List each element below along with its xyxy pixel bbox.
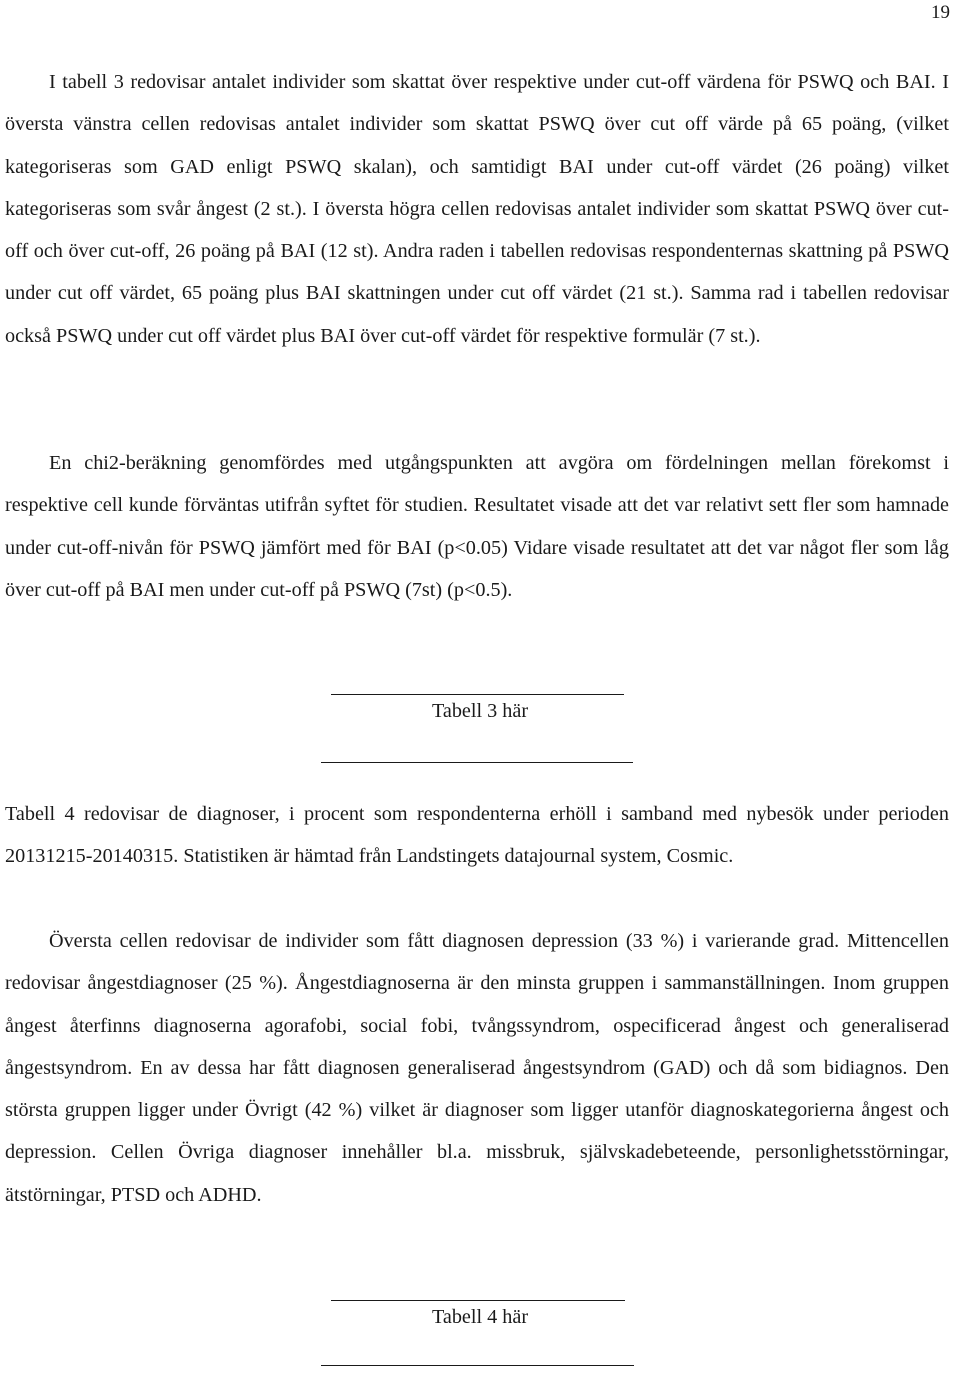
paragraph-table4-description: Tabell 4 redovisar de diagnoser, i procent som respondenterna erhöll i samband med nybesök under perioden 20131215-20140315. Statistiken är hämtad från Landstingets datajournal system, Cosmic. (5, 803, 949, 868)
paragraph-chi2-result: En chi2-beräkning genomfördes med utgångspunkten att avgöra om fördelningen mellan förekomst i respektive cell kunde förväntas utifrån syftet för studien. Resultatet visade att det var relativt sett fler som hamnade under cut-off-nivån för PSWQ jämfört med för BAI (p<0.05) Vidare visade resultatet att det var något fler som låg över cut-off på BAI men under cut-off på PSWQ (7st) (p<0.5). (5, 452, 949, 601)
paragraph-diagnoses: Översta cellen redovisar de individer som fått diagnosen depression (33 %) i varierande grad. Mittencellen redovisar ångestdiagnoser (25 %). Ångestdiagnoserna är den minsta gruppen i sammanställningen. Inom gruppen ångest återfinns diagnoserna agorafobi, social fobi, tvångssyndrom, ospecificerad ångest och generaliserad ångestsyndrom. En av dessa har fått diagnosen generaliserad ångestsyndrom (GAD) och då som bidiagnos. Den största gruppen ligger under Övrigt (42 %) vilket är diagnoser som ligger utanför diagnoskategorierna ångest och depression. Cellen Övriga diagnoser innehåller bl.a. missbruk, självskadebeteende, personlighetsstörningar, ätstörningar, PTSD och ADHD. (5, 930, 949, 1206)
table3-bottom-rule (321, 762, 633, 763)
table4-bottom-rule (321, 1365, 634, 1366)
paragraph-table3-description: I tabell 3 redovisar antalet individer som skattat över respektive under cut-off värdena för PSWQ och BAI. I översta vänstra cellen redovisas antalet individer som skattat PSWQ över cut off värde på 65 poäng, (vilket kategoriseras som GAD enligt PSWQ skalan), och samtidigt BAI under cut-off värdet (26 poäng) vilket kategoriseras som svår ångest (2 st.). I översta högra cellen redovisas antalet individer som skattat PSWQ över cut-off och över cut-off, 26 poäng på BAI (12 st). Andra raden i tabellen redovisas respondenternas skattning på PSWQ under cut off värdet, 65 poäng plus BAI skattningen under cut off värdet (21 st.). Samma rad i tabellen redovisar också PSWQ under cut off värdet plus BAI över cut-off värdet för respektive formulär (7 st.). (5, 71, 949, 347)
table3-top-rule (331, 694, 624, 695)
table4-placeholder: Tabell 4 här (431, 1306, 529, 1328)
table3-placeholder: Tabell 3 här (431, 700, 529, 722)
table4-top-rule (331, 1300, 625, 1301)
page-number: 19 (931, 2, 950, 23)
